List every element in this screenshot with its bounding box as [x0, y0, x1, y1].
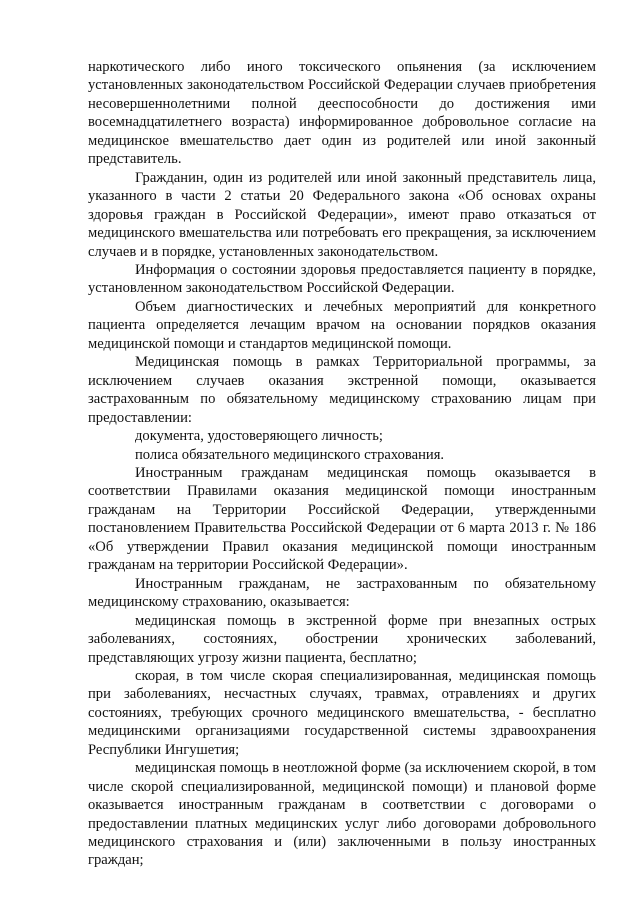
paragraph-informed-consent: наркотического либо иного токсического опьянения (за исключением установленных законодательством Российской Федерации случаев приобретения несовершеннолетними полной дееспособности до достижения ими восемнадцатилетнего возраста) информированное добровольное согласие на медицинское вмешательство дает один из родителей или иной законный представитель.: [88, 59, 596, 168]
paragraph-health-information: Информация о состоянии здоровья предоставляется пациенту в порядке, установленном законодательством Российской Федерации.: [88, 261, 596, 297]
paragraph-territorial-program: Медицинская помощь в рамках Территориальной программы, за исключением случаев оказания экстренной помощи, оказывается застрахованным по обязательному медицинскому страхованию лицам при предоставлении:: [88, 354, 596, 426]
list-item-emergency-care: медицинская помощь в экстренной форме при внезапных острых заболеваниях, состояниях, обострении хронических заболеваний, представляющих угрозу жизни пациента, бесплатно;: [88, 612, 596, 666]
document-page: [88, 58, 596, 870]
list-item-ambulance-care: скорая, в том числе скорая специализированная, медицинская помощь при заболеваниях, несчастных случаях, травмах, отравлениях и других состояниях, требующих срочного медицинского вмешательства, - бесплатно медицинскими организациями государственной системы здравоохранения Республики Ингушетия;: [88, 667, 596, 758]
paragraph-scope-of-care: Объем диагностических и лечебных мероприятий для конкретного пациента определяется лечащим врачом на основании порядков оказания медицинской помощи и стандартов медицинской помощи.: [88, 298, 596, 352]
paragraph-refusal-right: Гражданин, один из родителей или иной законный представитель лица, указанного в части 2 статьи 20 Федерального закона «Об основах охраны здоровья граждан в Российской Федерации», имеют право отказаться от медицинского вмешательства или потребовать его прекращения, за исключением случаев и в порядке, установленных законодательством.: [88, 169, 596, 260]
list-item-insurance-policy: полиса обязательного медицинского страхования.: [135, 446, 445, 463]
list-item-urgent-planned-care: медицинская помощь в неотложной форме (за исключением скорой, в том числе скорой специализированной, медицинской помощи) и плановой форме оказывается иностранным гражданам в соответствии с договорами о предоставлении платных медицинских услуг либо договорами добровольного медицинского страхования и (или) заключенными в пользу иностранных граждан;: [88, 760, 596, 869]
paragraph-foreign-citizens: Иностранным гражданам медицинская помощь оказывается в соответствии Правилами оказания медицинской помощи иностранным гражданам на Территории Российской Федерации, утвержденными постановлением Правительства Российской Федерации от 6 марта 2013 г. № 186 «Об утверждении Правил оказания медицинской помощи иностранным гражданам на территории Российской Федерации».: [88, 464, 596, 574]
paragraph-uninsured-foreigners: Иностранным гражданам, не застрахованным по обязательному медицинскому страхованию, оказывается:: [88, 575, 596, 611]
list-item-identity-document: документа, удостоверяющего личность;: [135, 428, 383, 445]
